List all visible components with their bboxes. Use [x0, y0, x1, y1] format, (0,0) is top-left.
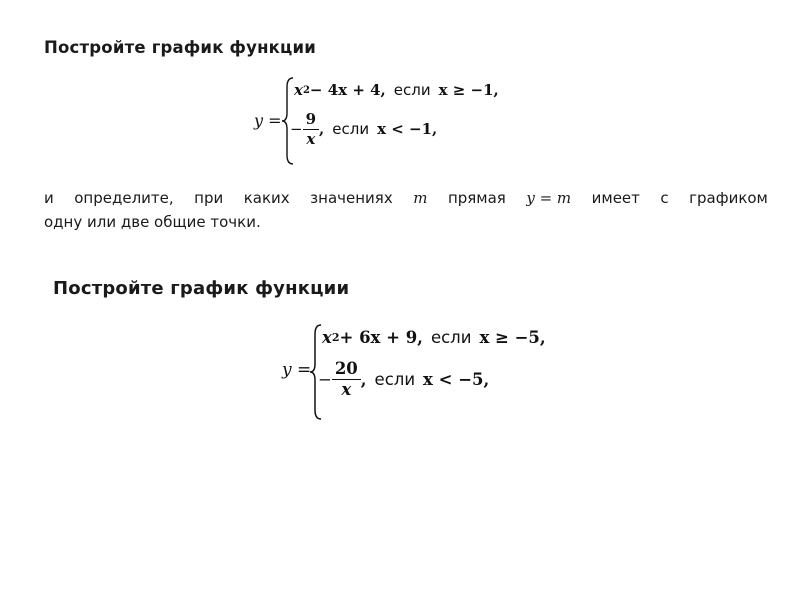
case-1-base: x — [294, 81, 303, 99]
case-2-fraction — [332, 360, 361, 399]
word: при — [194, 189, 224, 207]
word: графиком — [689, 189, 768, 207]
case-2-sign: − — [290, 120, 303, 138]
case-1-condition: x ≥ −5, — [479, 328, 546, 347]
case-2 — [290, 111, 437, 147]
fraction-numerator: 9 — [303, 111, 319, 130]
word: определите, — [74, 189, 174, 207]
word: прямая — [447, 189, 506, 207]
case-2-condition: x < −1, — [377, 120, 438, 138]
word: с — [660, 189, 669, 207]
case-2-comma: , — [360, 370, 367, 390]
case-1-condition-word: если — [393, 81, 431, 99]
case-2-comma: , — [319, 120, 325, 138]
fraction-numerator: 20 — [332, 360, 361, 380]
piecewise-function-2 — [278, 322, 598, 422]
lhs-y: y = — [282, 360, 312, 380]
case-2-condition: x < −5, — [423, 370, 490, 390]
case-2-fraction — [303, 111, 319, 147]
case-1 — [322, 328, 546, 347]
case-1-condition: x ≥ −1, — [438, 81, 499, 99]
case-1-exponent: 2 — [331, 331, 340, 344]
lhs-y: y = — [254, 111, 282, 130]
case-1-base: x — [322, 328, 332, 347]
variable-m: m — [413, 189, 428, 207]
case-1-expression: + 6x + 9, — [339, 328, 423, 347]
case-2-condition-word: если — [374, 370, 416, 390]
word: каких — [243, 189, 290, 207]
case-1 — [294, 81, 499, 99]
word: значениях — [310, 189, 393, 207]
fraction-denominator: x — [306, 129, 316, 148]
case-2-sign: − — [318, 370, 332, 390]
problem-1-question — [44, 186, 768, 234]
problem-2-heading: Постройте график функции — [53, 278, 350, 299]
piecewise-function-1 — [248, 75, 548, 165]
case-2-condition-word: если — [332, 120, 370, 138]
fraction-denominator: x — [341, 380, 352, 400]
word: и — [44, 189, 54, 207]
case-1-exponent: 2 — [302, 84, 310, 96]
problem-1-heading: Постройте график функции — [44, 38, 317, 57]
case-1-expression: − 4x + 4, — [309, 81, 386, 99]
word: имеет — [591, 189, 640, 207]
question-line-1 — [44, 186, 768, 210]
case-1-condition-word: если — [430, 328, 472, 347]
line-equation: y = m — [526, 189, 572, 207]
case-2 — [318, 360, 489, 399]
question-line-2: одну или две общие точки. — [44, 213, 261, 231]
